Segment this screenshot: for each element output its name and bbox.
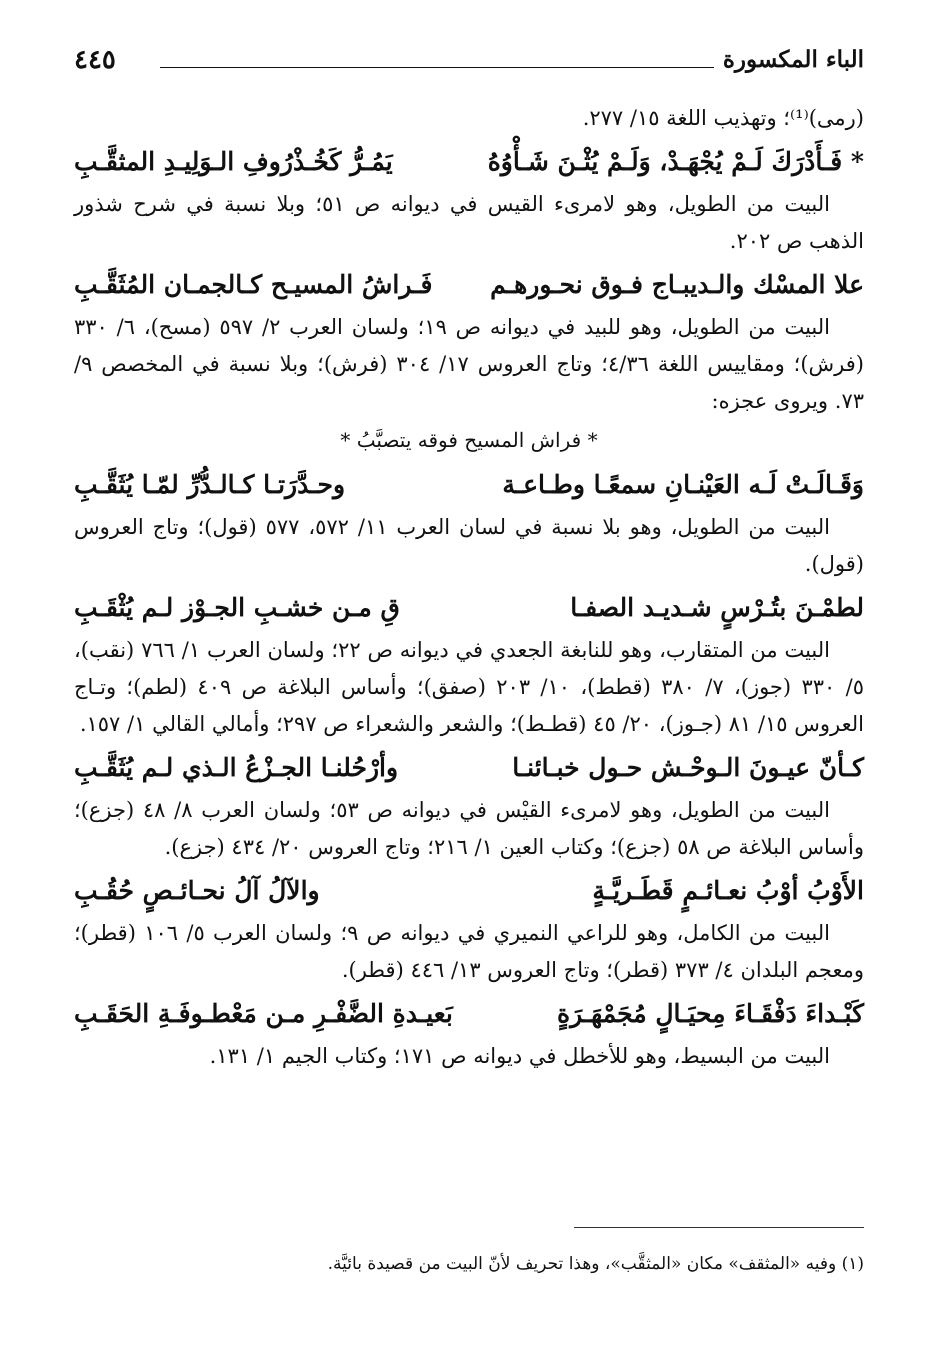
verse-first-hemistich: كـأنّ عيـونَ الـوحْـش حـول خبـائنـا	[512, 753, 864, 782]
page-body	[74, 100, 864, 1075]
page-header	[74, 40, 864, 80]
verse-line	[74, 866, 864, 915]
verse-commentary: البيت من المتقارب، وهو للنابغة الجعدي في ديوانه ص ٢٢؛ ولسان العرب ١/ ٧٦٦ (نقب)، ٥/ ٣٣٠ (جوز)، ٧/ ٣٨٠ (قطط)، ١٠/ ٢٠٣ (صفق)؛ وأساس البلاغة ص ٤٠٩ (لطم)؛ وتـاج العروس ١٥/ ٨١ (جـوز)، ٢٠/ ٤٥ (قطـط)؛ والشعر والشعراء ص ٢٩٧؛ وأمالي القالي ١/ ١٥٧.	[74, 638, 864, 736]
verse-first-hemistich: الأَوْبُ أوْبُ نعـائـمٍ قَطَـريَّـةٍ	[592, 876, 864, 905]
verse-line	[74, 583, 864, 632]
verse-second-hemistich: وأرْحُلنـا الجـزْعُ الـذي لـم يُثَقَّـبِ	[74, 753, 399, 782]
chapter-title: الباء المكسورة	[722, 46, 864, 73]
footnote-separator	[574, 1227, 864, 1228]
header-rule	[160, 67, 714, 68]
verse-first-hemistich: * فَـأَدْرَكَ لَـمْ يُجْهَـدْ، وَلَـمْ يُثْـنَ شَـأْوُهُ	[487, 147, 864, 176]
verse-commentary: البيت من الكامل، وهو للراعي النميري في ديوانه ص ٩؛ ولسان العرب ٥/ ١٠٦ (قطر)؛ ومعجم البلدان ٤/ ٣٧٣ (قطر)؛ وتاج العروس ١٣/ ٤٤٦ (قطر).	[74, 921, 864, 982]
verse-first-hemistich: وَقَـالَـتْ لَـه العَيْنـانِ سمعًـا وطـاعـة	[502, 470, 864, 499]
verse-second-hemistich: والآلُ آلُ نحـائـصٍ حُقُـبِ	[74, 876, 320, 905]
footnote: (١) وفيه «المثقف» مكان «المثقَّب»، وهذا تحريف لأنّ البيت من قصيدة بائيَّة.	[327, 1254, 864, 1274]
verse-line	[74, 743, 864, 792]
verse-second-hemistich: فَـراشُ المسيـح كـالجمـان المُثَقَّـبِ	[74, 270, 433, 299]
verse-commentary: البيت من البسيط، وهو للأخطل في ديوانه ص ١٧١؛ وكتاب الجيم ١/ ١٣١.	[209, 1044, 830, 1068]
citation-text: (رمى)⁽¹⁾؛ وتهذيب اللغة ١٥/ ٢٧٧.	[582, 106, 864, 130]
verse-second-hemistich: بَعيـدةِ الضَّفْـرِ مـن مَعْطـوفَـةِ الحَقَـبِ	[74, 999, 453, 1028]
verse-line	[74, 260, 864, 309]
verse-line	[74, 137, 864, 186]
variant-reading: * فراش المسيح فوقه يتصبَّبُ *	[340, 428, 598, 452]
verse-commentary: البيت من الطويل، وهو للبيد في ديوانه ص ١٩؛ ولسان العرب ٢/ ٥٩٧ (مسح)، ٦/ ٣٣٠ (فرش)؛ ومقاييس اللغة ٤/٣٦؛ وتاج العروس ١٧/ ٣٠٤ (فرش)؛ وبلا نسبة في المخصص ٩/ ٧٣. ويروى عجزه:	[74, 315, 864, 413]
verse-line	[74, 989, 864, 1038]
verse-commentary: البيت من الطويل، وهو لامرىء القيس في ديوانه ص ٥١؛ وبلا نسبة في شرح شذور الذهب ص ٢٠٢.	[74, 192, 864, 253]
book-page	[74, 22, 864, 1332]
verse-second-hemistich: وحـدَّرَتـا كـالـدُّرِّ لمّـا يُثَقَّـبِ	[74, 470, 346, 499]
page-number: ٤٤٥	[74, 45, 116, 75]
verse-first-hemistich: كَبْـداءَ دَفْقَـاءَ مِحيَـالٍ مُجَمْهَـرَةٍ	[556, 999, 864, 1028]
verse-commentary: البيت من الطويل، وهو بلا نسبة في لسان العرب ١١/ ٥٧٢، ٥٧٧ (قول)؛ وتاج العروس (قول).	[74, 515, 864, 576]
verse-second-hemistich: يَمُـرُّ كَخُـذْرُوفِ الـوَلِيـدِ المثقَّـبِ	[74, 147, 393, 176]
verse-second-hemistich: قِ مـن خشـبِ الجـوْز لـم يُثْقَـبِ	[74, 593, 400, 622]
verse-first-hemistich: علا المسْك والـديبـاج فـوق نحـورهـم	[490, 270, 864, 299]
verse-line	[74, 460, 864, 509]
verse-first-hemistich: لطمْـنَ بتُـرْسٍ شـديـد الصفـا	[570, 593, 864, 622]
verse-commentary: البيت من الطويل، وهو لامرىء القيْس في ديوانه ص ٥٣؛ ولسان العرب ٨/ ٤٨ (جزع)؛ وأساس البلاغة ص ٥٨ (جزع)؛ وكتاب العين ١/ ٢١٦؛ وتاج العروس ٢٠/ ٤٣٤ (جزع).	[74, 798, 864, 859]
